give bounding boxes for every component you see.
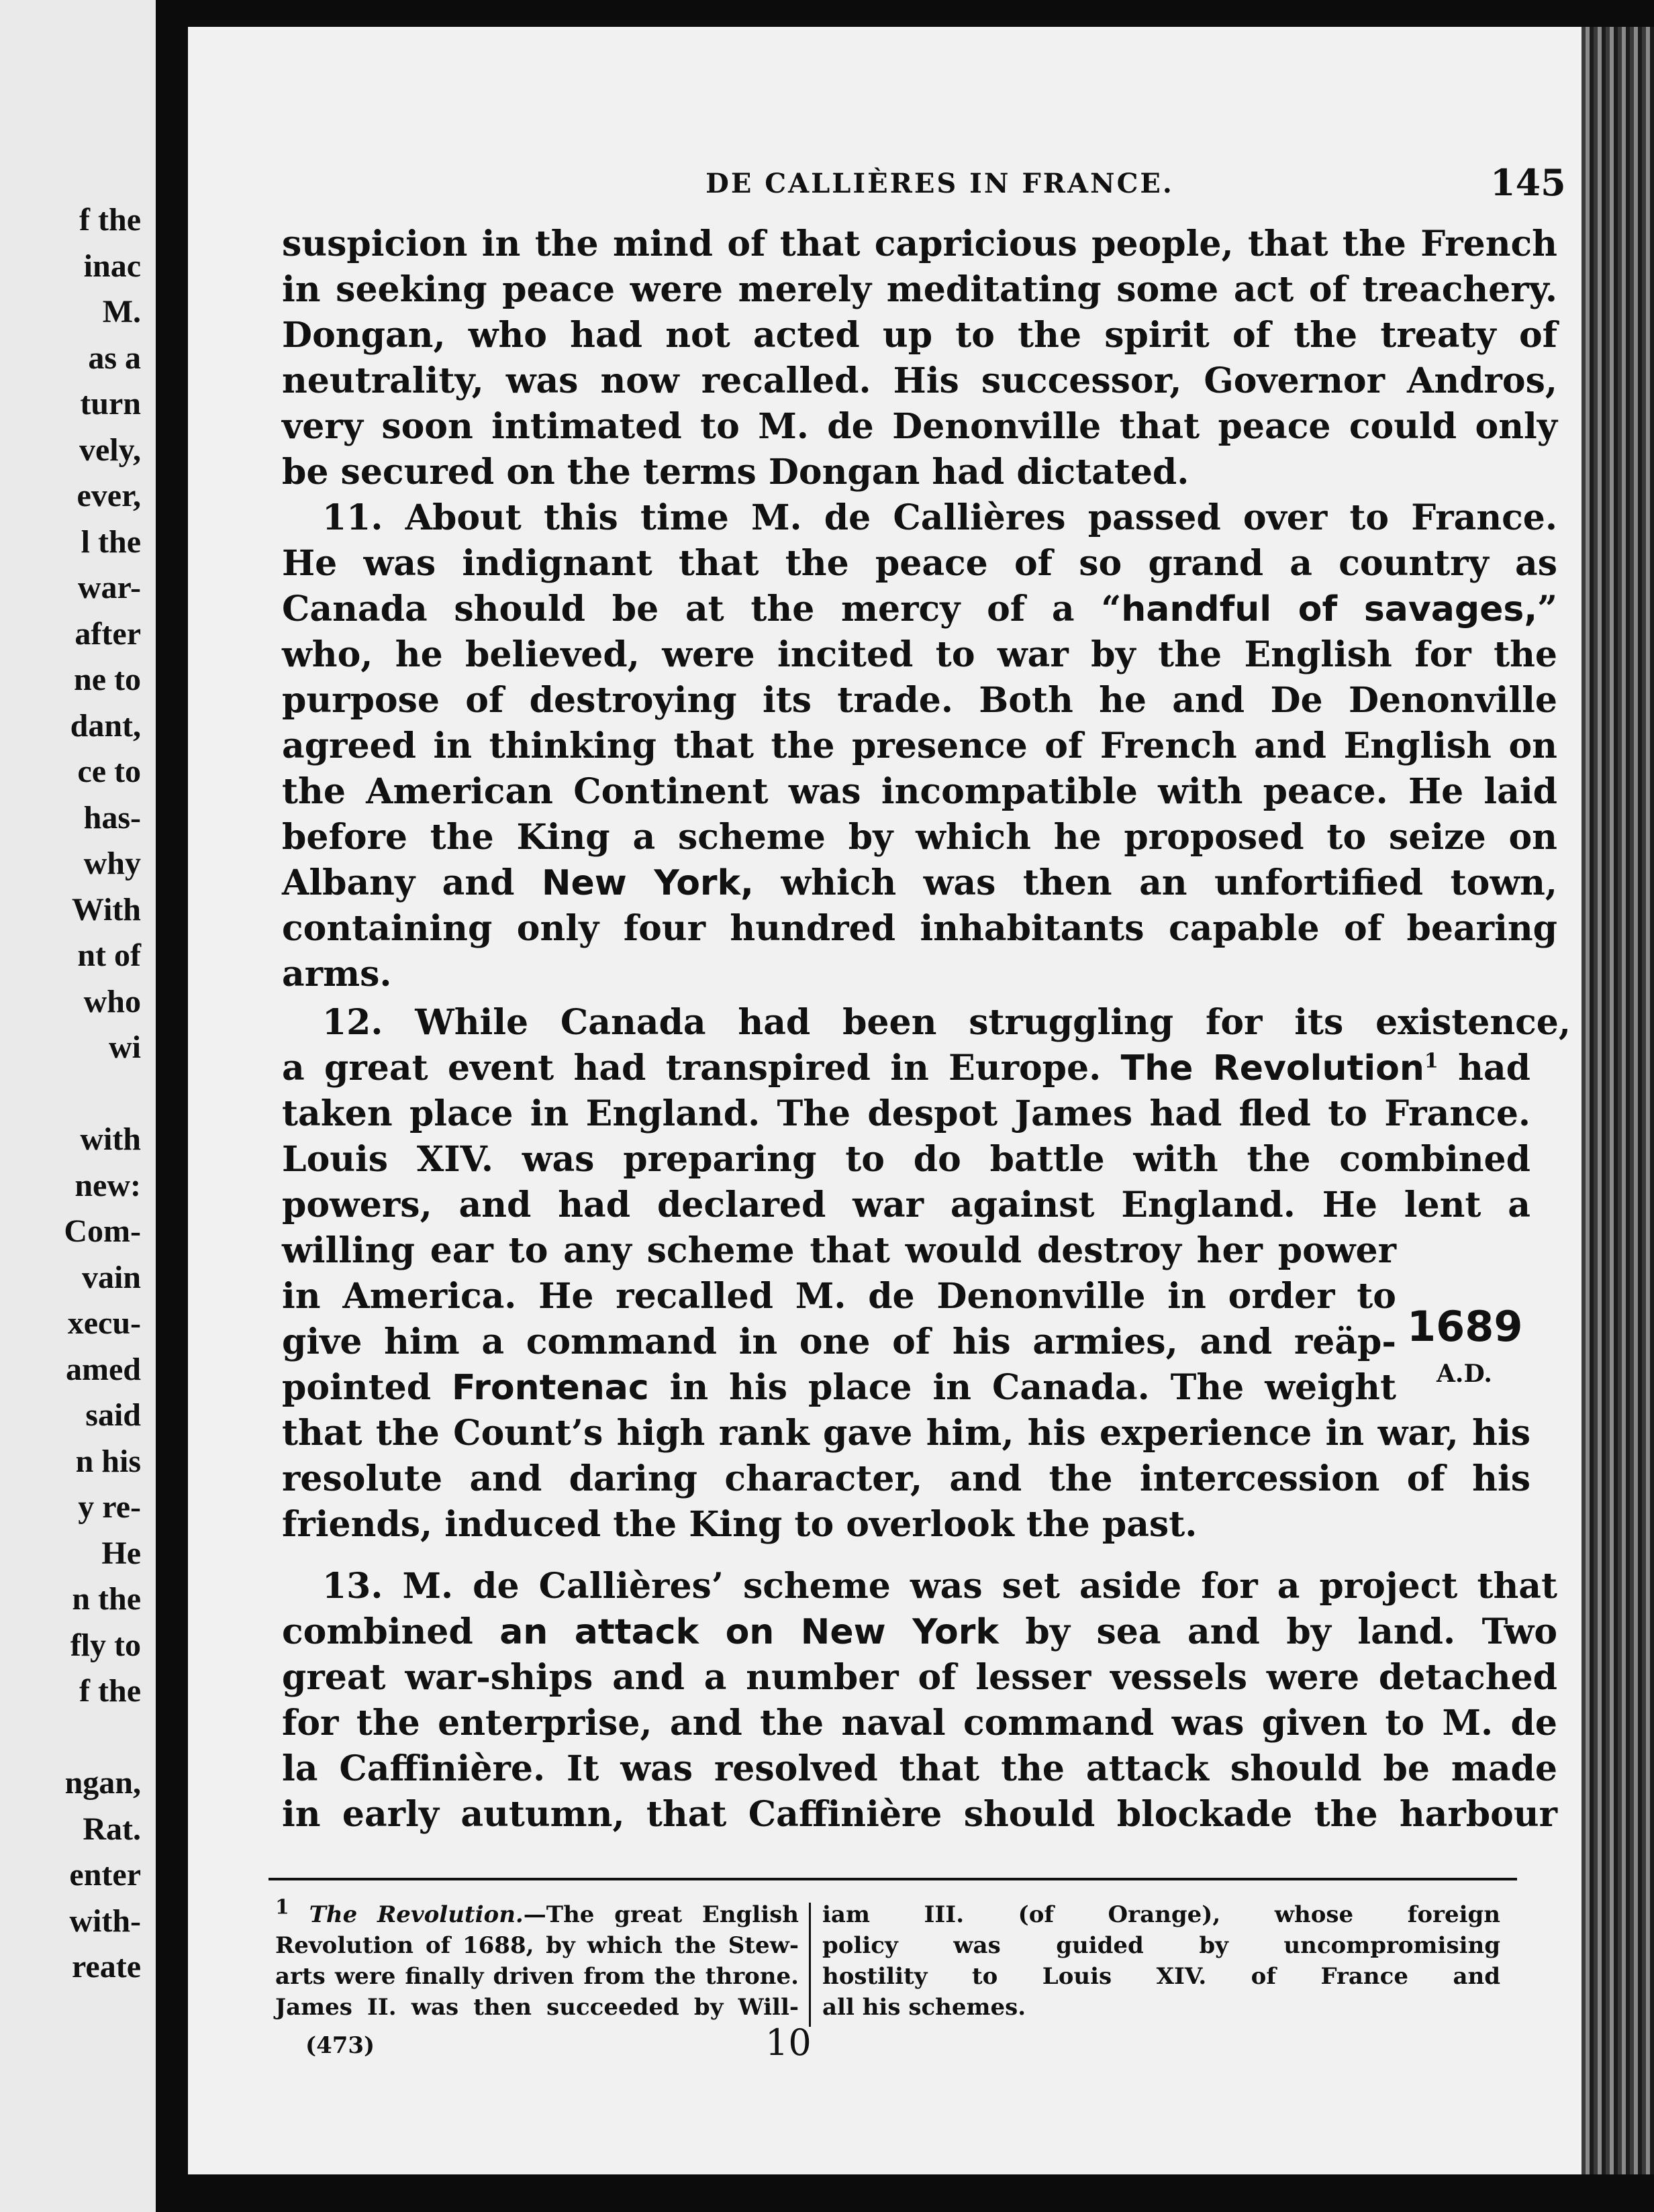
left-page-fragment: reate	[71, 1949, 141, 1984]
footnote-right-column	[822, 1899, 1500, 2023]
text-run: combined	[282, 1611, 500, 1652]
left-page-fragment: Rat.	[83, 1811, 141, 1847]
page-edges	[1582, 27, 1654, 2174]
page-number: 145	[1490, 161, 1566, 204]
text-run: ”	[1537, 589, 1557, 630]
text-line: arms.	[282, 954, 392, 995]
footnote-line: Revolution of 1688, by which the Stew-	[275, 1932, 799, 1959]
left-page-fragment: said	[85, 1397, 141, 1433]
footnote-column-divider	[809, 1903, 811, 2027]
text-line: great war-ships and a number of lesser vessels were detached	[282, 1657, 1557, 1698]
text-line: Louis XIV. was preparing to do battle with the combined	[282, 1139, 1530, 1180]
footnote-line	[275, 1895, 799, 1930]
left-page-fragment: Com-	[64, 1213, 141, 1249]
left-page-fragment: dant,	[70, 707, 141, 744]
footnote-marker: 1	[275, 1895, 289, 1919]
left-page-fragment: with-	[69, 1903, 141, 1939]
left-page-fragment: fly to	[70, 1627, 141, 1663]
left-page-fragment: n the	[72, 1581, 141, 1617]
left-page-fragment: new:	[75, 1167, 141, 1203]
left-page-fragment: as a	[88, 340, 141, 376]
text-line: that the Count’s high rank gave him, his experience in war, his	[282, 1413, 1530, 1454]
text-line: who, he believed, were incited to war by the English for the	[282, 634, 1557, 675]
left-page-fragment: ngan,	[64, 1765, 141, 1801]
footnote-reference[interactable]: 1	[1424, 1049, 1439, 1073]
emphasis-new-york: New York,	[542, 863, 754, 903]
left-page-fragment: has-	[83, 799, 141, 836]
paragraph-11	[282, 495, 1557, 997]
text-run: which was then an unfortified town,	[753, 862, 1558, 903]
book-gutter	[156, 0, 188, 2212]
left-page-fragment: xecu-	[67, 1305, 141, 1341]
text-run: had	[1438, 1048, 1531, 1089]
text-run: a great event had transpired in Europe.	[282, 1048, 1121, 1089]
left-page-fragment: with	[80, 1121, 141, 1157]
left-page-fragment: ce to	[77, 754, 141, 789]
footnote-text: —The great English	[523, 1901, 799, 1928]
text-run: by sea and by land. Two	[998, 1611, 1557, 1652]
text-line: purpose of destroying its trade. Both he and De Denonville	[282, 680, 1557, 721]
footnote-line: all his schemes.	[822, 1994, 1026, 2021]
text-line: before the King a scheme by which he proposed to seize on	[282, 817, 1557, 858]
footnote-rule	[269, 1878, 1517, 1880]
margin-year: 1689	[1407, 1302, 1523, 1351]
footnote-line: iam III. (of Orange), whose foreign	[822, 1901, 1500, 1928]
left-page-fragment: f the	[79, 202, 141, 238]
text-line: 13. M. de Callières’ scheme was set aside for a project that	[322, 1566, 1557, 1607]
text-line: taken place in England. The despot James had fled to France.	[282, 1093, 1530, 1134]
left-page-fragment: vely,	[79, 432, 141, 468]
text-line: agreed in thinking that the presence of French and English on	[282, 725, 1557, 766]
left-page-fragment: ever,	[77, 478, 141, 513]
left-page-fragment: inac	[83, 248, 141, 284]
paragraph-1	[282, 221, 1557, 495]
left-page-fragment: vain	[81, 1259, 141, 1295]
text-run: pointed	[282, 1367, 452, 1408]
emphasis-handful-of-savages: handful of savages,	[1121, 589, 1538, 630]
left-page-fragment: why	[83, 846, 141, 881]
text-line: very soon intimated to M. de Denonville that peace could only	[282, 406, 1557, 447]
sheet-number: 10	[765, 2021, 812, 2064]
paragraph-12	[282, 1000, 1571, 1548]
text-line: give him a command in one of his armies, and reäp-	[282, 1321, 1396, 1362]
text-line	[282, 587, 1557, 632]
text-line	[282, 1046, 1530, 1091]
text-line: neutrality, was now recalled. His successor, Governor Andros,	[282, 360, 1557, 401]
text-line: 12. While Canada had been struggling for its existence,	[322, 1002, 1571, 1043]
footnote-left-column	[275, 1895, 799, 2023]
text-line: Dongan, who had not acted up to the spirit of the treaty of	[282, 315, 1557, 356]
text-run: Albany and	[282, 862, 542, 903]
text-line: willing ear to any scheme that would destroy her power	[282, 1230, 1396, 1271]
left-page-fragment: after	[75, 615, 141, 652]
left-page-fragment: M.	[102, 294, 141, 330]
left-page-fragment: who	[83, 983, 141, 1019]
left-page-fragment: wi	[109, 1029, 141, 1065]
left-page-fragment: nt of	[77, 938, 141, 973]
text-line: be secured on the terms Dongan had dictated.	[282, 452, 1189, 493]
left-page-fragment: ne to	[74, 662, 141, 697]
text-line	[282, 1609, 1557, 1655]
left-page-fragment: amed	[66, 1351, 141, 1387]
signature-mark: (473)	[305, 2032, 375, 2059]
emphasis-frontenac: Frontenac	[452, 1368, 649, 1408]
left-page-fragment: l the	[81, 523, 141, 560]
text-line: in early autumn, that Caffinière should blockade the harbour	[282, 1794, 1557, 1835]
left-page-fragment: y re-	[78, 1489, 141, 1525]
text-line: la Caffinière. It was resolved that the attack should be made	[282, 1748, 1557, 1789]
left-page-fragment: turn	[80, 386, 141, 421]
left-facing-page	[0, 0, 156, 2212]
text-run: in his place in Canada. The weight	[648, 1367, 1397, 1408]
text-line: powers, and had declared war against England. He lent a	[282, 1185, 1530, 1225]
text-line: He was indignant that the peace of so grand a country as	[282, 543, 1557, 584]
text-line: suspicion in the mind of that capricious people, that the French	[282, 223, 1557, 264]
footnote-line: arts were finally driven from the throne.	[275, 1963, 799, 1990]
left-page-fragment: enter	[69, 1857, 141, 1893]
left-page-fragment: f the	[79, 1673, 141, 1709]
left-page-fragment: He	[101, 1535, 141, 1571]
running-head: DE CALLIÈRES IN FRANCE.	[706, 168, 1174, 199]
book-page	[188, 27, 1582, 2174]
footnote-line: policy was guided by uncompromising	[822, 1932, 1500, 1959]
left-page-fragment: With	[71, 891, 141, 927]
text-run: Canada should be at the mercy of a “	[282, 589, 1122, 630]
margin-era: A.D.	[1437, 1360, 1492, 1388]
footnote-title: The Revolution.	[309, 1901, 524, 1928]
text-line: 11. About this time M. de Callières passed over to France.	[322, 497, 1557, 538]
text-line: in America. He recalled M. de Denonville in order to	[282, 1276, 1396, 1317]
emphasis-the-revolution: The Revolution	[1120, 1048, 1424, 1089]
paragraph-13	[282, 1564, 1557, 1838]
left-page-fragment: war-	[77, 570, 141, 605]
text-line	[282, 860, 1557, 906]
text-line	[282, 1365, 1396, 1411]
emphasis-attack-on-new-york: an attack on New York	[499, 1612, 999, 1652]
footnote-line: James II. was then succeeded by Will-	[275, 1994, 799, 2021]
text-line: friends, induced the King to overlook the past.	[282, 1504, 1198, 1545]
left-page-fragment: n his	[75, 1443, 141, 1479]
text-line: in seeking peace were merely meditating some act of treachery.	[282, 269, 1557, 310]
text-line: containing only four hundred inhabitants capable of bearing	[282, 908, 1557, 949]
text-line: the American Continent was incompatible with peace. He laid	[282, 771, 1557, 812]
footnote-line: hostility to Louis XIV. of France and	[822, 1963, 1500, 1990]
text-line: resolute and daring character, and the intercession of his	[282, 1458, 1530, 1499]
text-line: for the enterprise, and the naval command was given to M. de	[282, 1703, 1557, 1744]
